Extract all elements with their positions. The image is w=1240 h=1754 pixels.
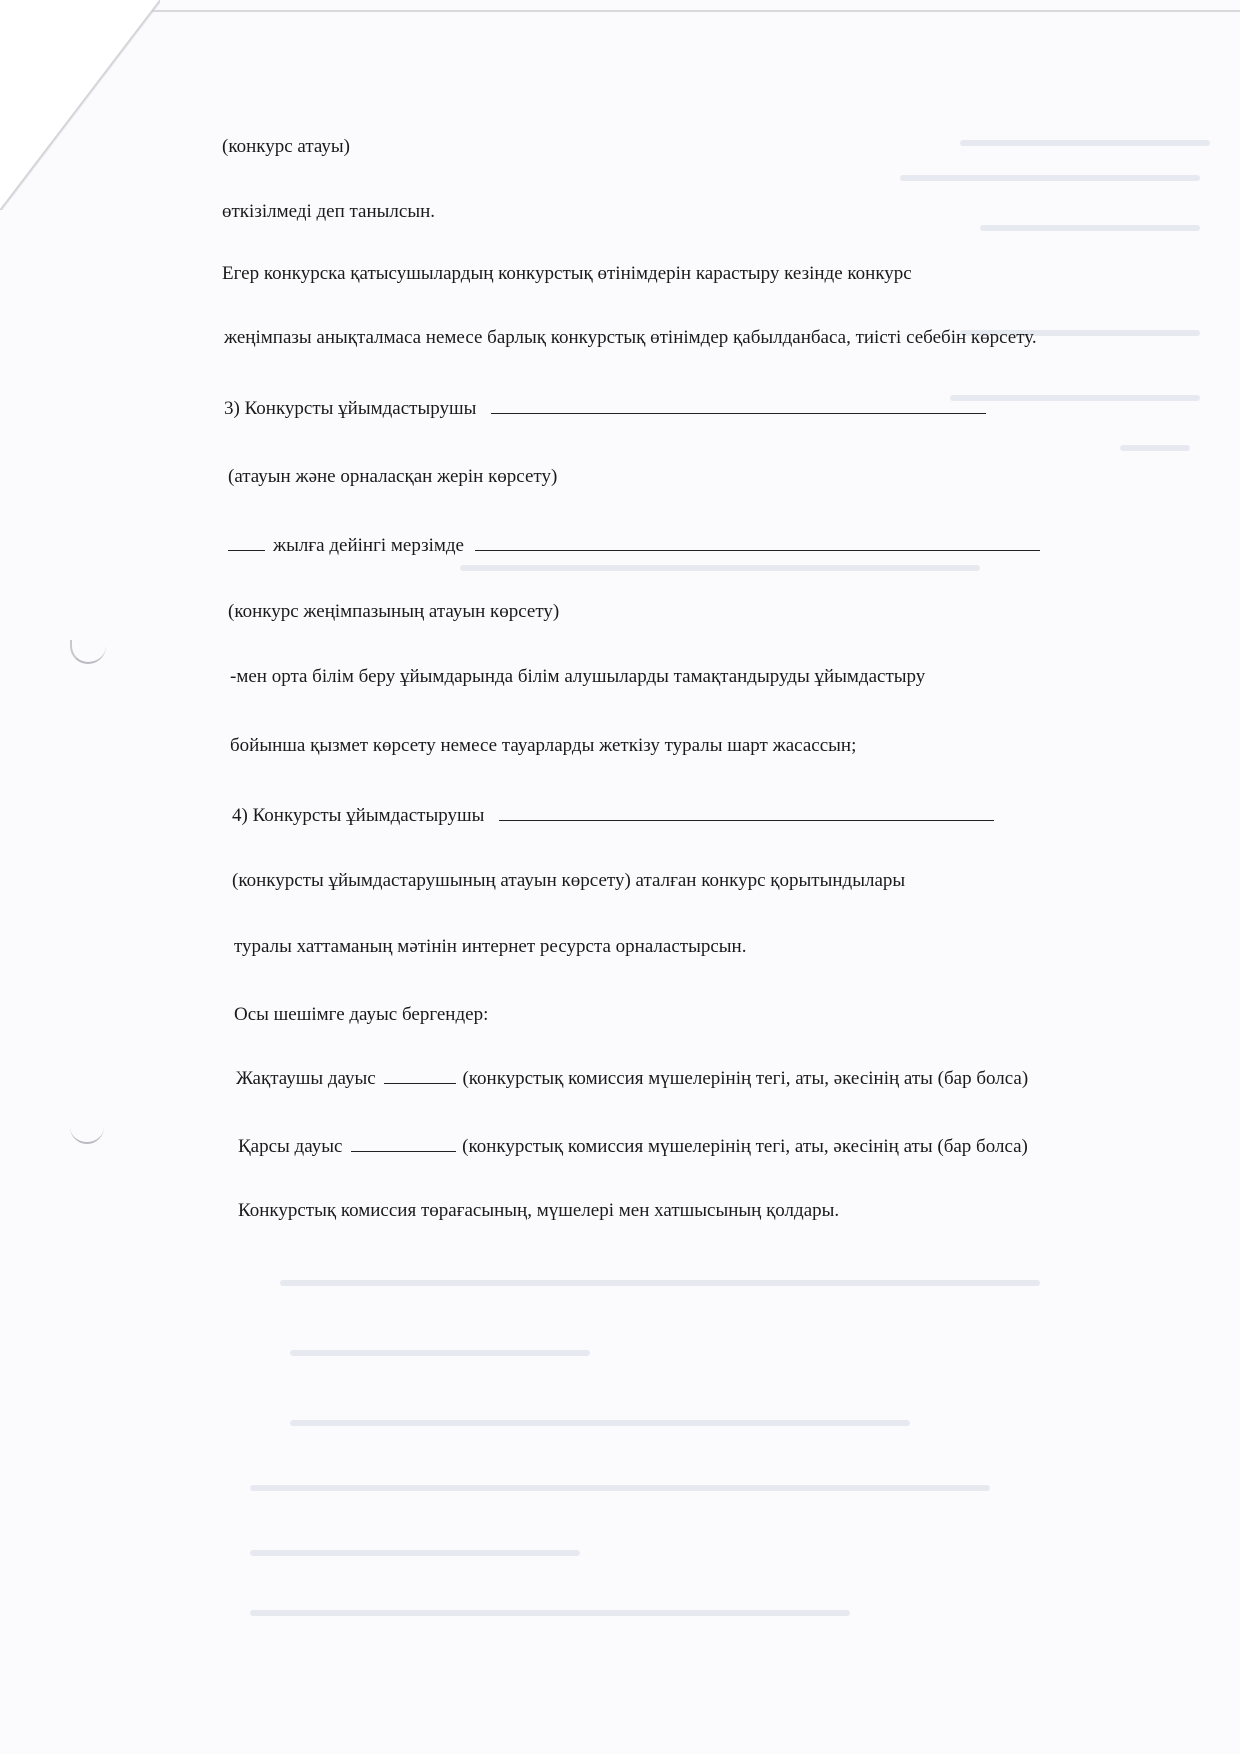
organizer-blank-field: [499, 806, 994, 821]
punch-hole: [70, 1120, 104, 1144]
show-through-mark: [900, 175, 1200, 181]
votes-for-label: Жақтаушы дауыс: [236, 1068, 376, 1089]
organizer-line-4: [232, 805, 994, 827]
item-4-label: 4) Конкурсты ұйымдастырушы: [232, 805, 485, 826]
text-line: -мен орта білім беру ұйымдарында білім алушыларды тамақтандыруды ұйымдастыру: [230, 666, 926, 687]
show-through-mark: [1120, 445, 1190, 451]
show-through-mark: [250, 1550, 580, 1556]
show-through-mark: [290, 1350, 590, 1356]
votes-against-label: Қарсы дауыс: [238, 1136, 343, 1157]
text-line: (конкурсты ұйымдастарушының атауын көрсету) аталған конкурс қорытындылары: [232, 870, 906, 891]
show-through-mark: [960, 140, 1210, 146]
show-through-mark: [980, 225, 1200, 231]
organizer-blank-field: [491, 399, 986, 414]
show-through-mark: [250, 1610, 850, 1616]
signatures-line: Конкурстық комиссия төрағасының, мүшелері мен хатшысының қолдары.: [238, 1200, 840, 1221]
votes-for-line: [236, 1068, 1028, 1090]
text-line: өткізілмеді деп танылсын.: [222, 201, 435, 222]
deadline-label: жылға дейінгі мерзімде: [273, 535, 464, 556]
organizer-line-3: [224, 398, 986, 420]
deadline-line: [228, 535, 1040, 557]
show-through-mark: [290, 1420, 910, 1426]
show-through-mark: [950, 395, 1200, 401]
organizer-caption: (атауын және орналасқан жерін көрсету): [228, 466, 558, 487]
show-through-mark: [460, 565, 980, 571]
show-through-mark: [280, 1280, 1040, 1286]
votes-against-line: [238, 1136, 1028, 1158]
text-line: жеңімпазы анықталмаса немесе барлық конкурстық өтінімдер қабылданбаса, тиісті себебін көрсету.: [224, 327, 1037, 348]
votes-against-blank-field: [351, 1137, 456, 1152]
show-through-mark: [250, 1485, 990, 1491]
votes-for-caption: (конкурстық комиссия мүшелерінің тегі, аты, әкесінің аты (бар болса): [462, 1068, 1029, 1089]
text-line: туралы хаттаманың мәтінін интернет ресурста орналастырсын.: [234, 936, 747, 957]
item-3-label: 3) Конкурсты ұйымдастырушы: [224, 398, 477, 419]
text-line: Егер конкурска қатысушылардың конкурстық өтінімдерін карастыру кезінде конкурс: [222, 263, 912, 284]
winner-blank-field: [475, 536, 1040, 551]
text-line: бойынша қызмет көрсету немесе тауарларды жеткізу туралы шарт жасассын;: [230, 735, 857, 756]
page-top-edge: [150, 10, 1240, 12]
winner-caption: (конкурс жеңімпазының атауын көрсету): [228, 601, 560, 622]
votes-against-caption: (конкурстық комиссия мүшелерінің тегі, аты, әкесінің аты (бар болса): [462, 1136, 1028, 1157]
folded-corner-edge: [0, 0, 160, 210]
year-blank-field: [228, 536, 265, 551]
votes-for-blank-field: [384, 1069, 456, 1084]
voters-heading: Осы шешімге дауыс бергендер:: [234, 1004, 489, 1025]
contest-name-caption: (конкурс атауы): [222, 136, 350, 157]
punch-hole: [70, 640, 106, 664]
